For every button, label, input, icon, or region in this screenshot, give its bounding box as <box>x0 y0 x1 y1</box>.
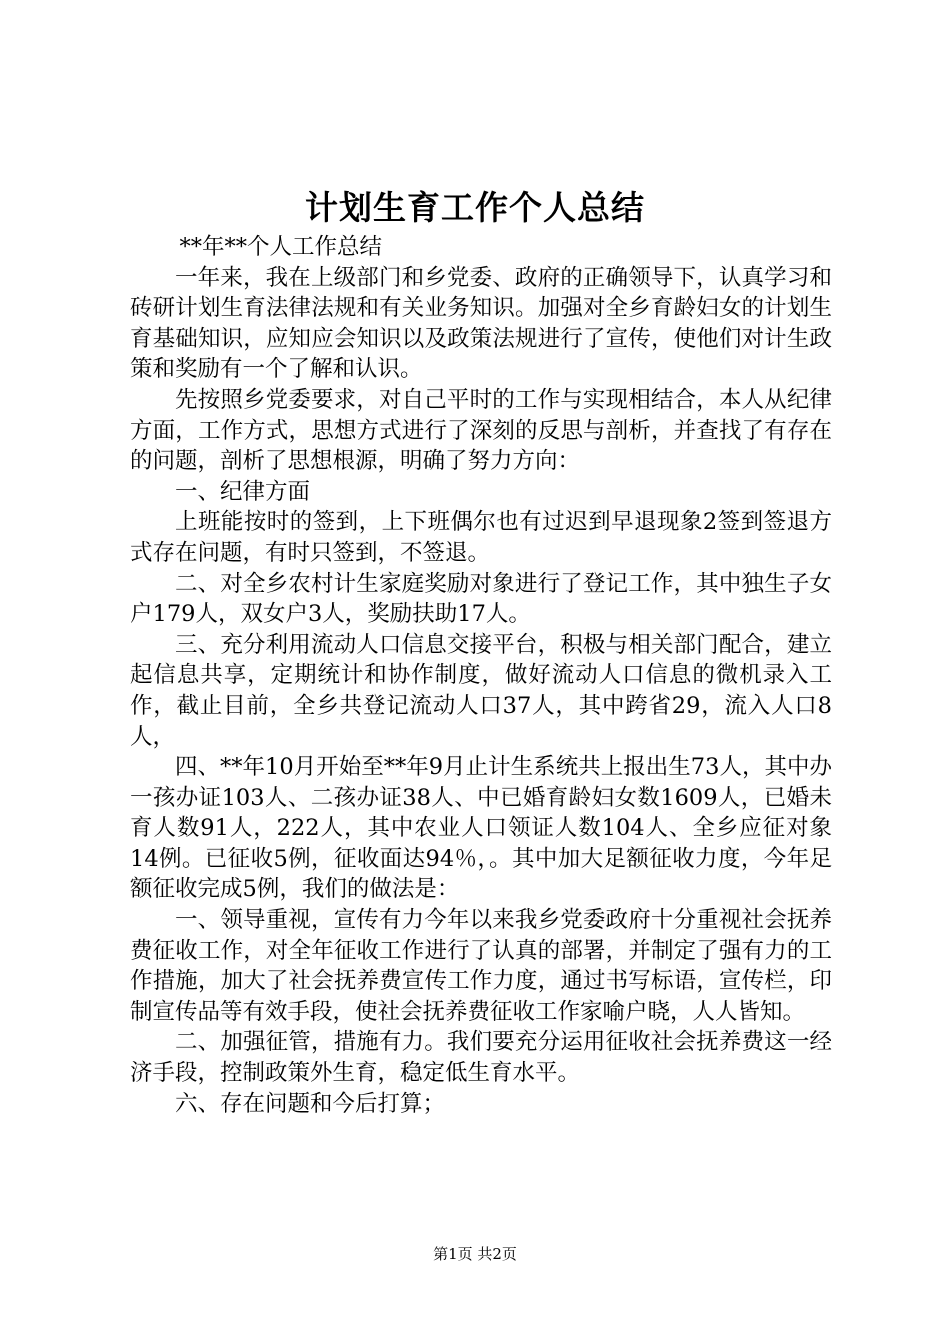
document-body <box>130 232 832 1119</box>
paragraph-management: 二、加强征管，措施有力。我们要充分运用征收社会抚养费这一经济手段，控制政策外生育，稳定低生育水平。 <box>130 1029 832 1087</box>
paragraph-intro: 一年来，我在上级部门和乡党委、政府的正确领导下，认真学习和砖研计划生育法律法规和有关业务知识。加强对全乡育龄妇女的计划生育基础知识，应知应会知识以及政策法规进行了宣传，使他们对计生政策和奖励有一个了解和认识。 <box>130 264 832 383</box>
paragraph-discipline: 上班能按时的签到，上下班偶尔也有过迟到早退现象2签到签退方式存在问题，有时只签到，不签退。 <box>130 509 832 566</box>
paragraph-rewards: 二、对全乡农村计生家庭奖励对象进行了登记工作，其中独生子女户179人，双女户3人，奖励扶助17人。 <box>130 570 832 628</box>
section-heading-problems: 六、存在问题和今后打算； <box>175 1090 446 1117</box>
document-title: 计划生育工作个人总结 <box>305 188 645 227</box>
section-heading-discipline: 一、纪律方面 <box>175 478 311 505</box>
paragraph-floating-population: 三、充分利用流动人口信息交接平台，积极与相关部门配合，建立起信息共享，定期统计和协作制度，做好流动人口信息的微机录入工作，截止目前，全乡共登记流动人口37人，其中跨省29，流入人口8人， <box>130 631 832 750</box>
paragraph-statistics: 四、**年10月开始至**年9月止计生系统共上报出生73人，其中办一孩办证103人、二孩办证38人、中已婚育龄妇女数1609人，已婚未育人数91人，222人，其中农业人口领证人数104人、全乡应征对象14例。已征收5例，征收面达94％，。其中加大足额征收力度，今年足额征收完成5例，我们的做法是： <box>130 754 832 903</box>
paragraph-reflection: 先按照乡党委要求，对自己平时的工作与实现相结合，本人从纪律方面，工作方式，思想方式进行了深刻的反思与剖析，并查找了有存在的问题，剖析了思想根源，明确了努力方向： <box>130 386 832 475</box>
page-number: 第1页 共2页 <box>433 1245 517 1263</box>
paragraph-leadership: 一、领导重视，宣传有力今年以来我乡党委政府十分重视社会抚养费征收工作，对全年征收工作进行了认真的部署，并制定了强有力的工作措施，加大了社会抚养费宣传工作力度，通过书写标语，宣传栏，印制宣传品等有效手段，使社会抚养费征收工作家喻户晓，人人皆知。 <box>130 907 832 1025</box>
paragraph-heading: **年**个人工作总结 <box>179 234 383 260</box>
